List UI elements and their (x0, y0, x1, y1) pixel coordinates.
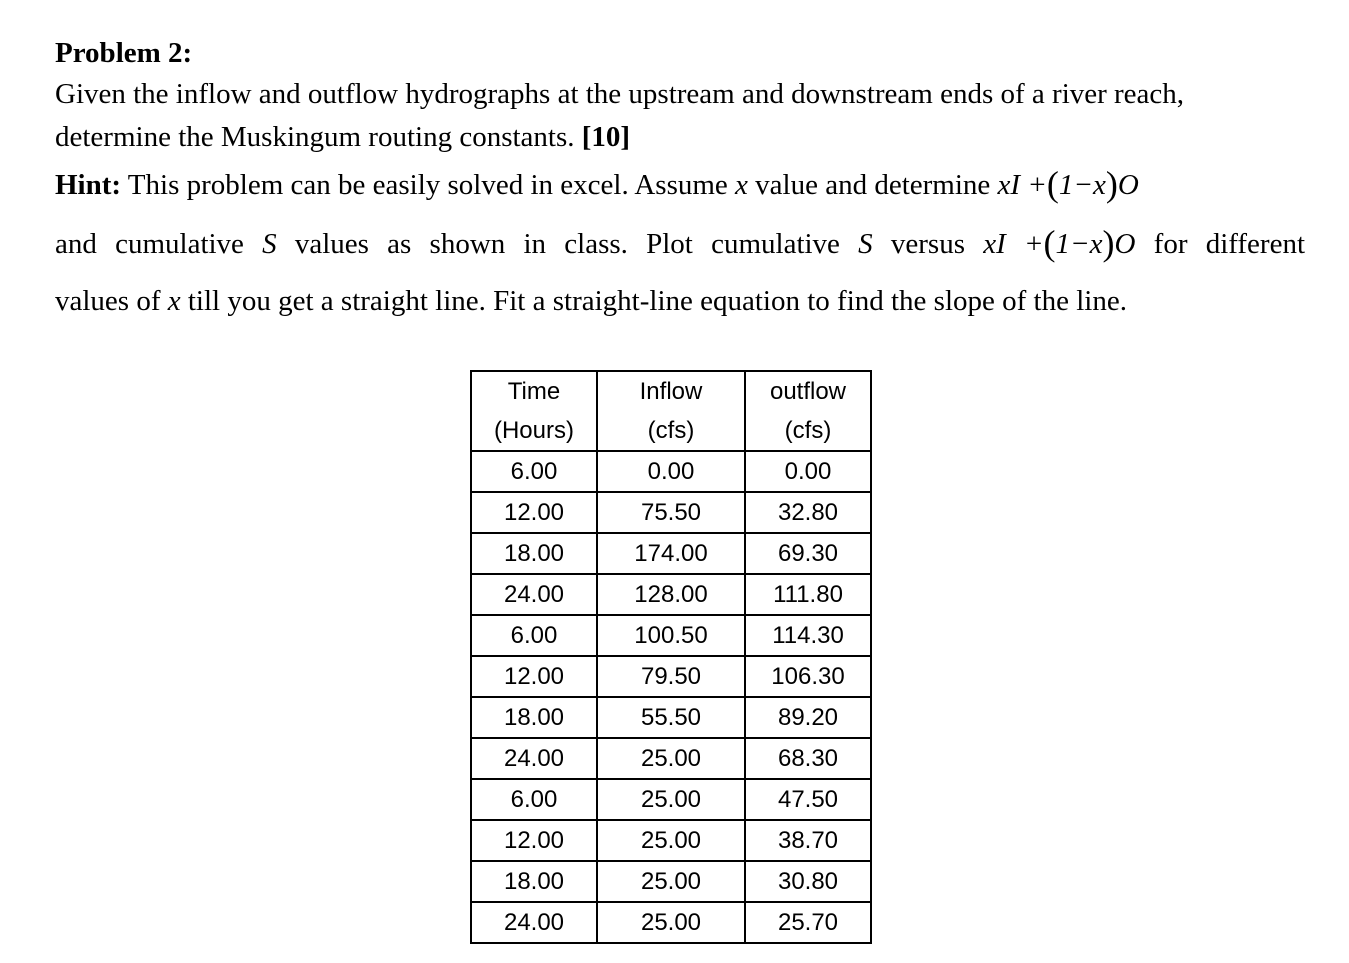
hint-line-2-b: values as shown in class. Plot cumulative (294, 228, 840, 260)
table-row (471, 779, 871, 820)
cell-outflow: 68.30 (745, 738, 871, 779)
table-header-row (471, 371, 871, 451)
formula-1-part1: xI + (997, 169, 1047, 201)
table-row (471, 574, 871, 615)
hint-S-var: S (262, 228, 277, 260)
problem-statement (55, 30, 1305, 325)
cell-time: 24.00 (471, 902, 597, 943)
table-body (471, 451, 871, 943)
cell-outflow: 32.80 (745, 492, 871, 533)
table-row (471, 533, 871, 574)
header-time (471, 371, 597, 451)
formula-1-part2: O (1117, 169, 1139, 201)
problem-line-2 (55, 116, 1305, 159)
cell-time: 12.00 (471, 820, 597, 861)
table-row (471, 738, 871, 779)
table-row (471, 861, 871, 902)
hint-line-3 (55, 277, 1305, 325)
table-row (471, 656, 871, 697)
hint-line-1-text-b: value and determine (755, 169, 991, 201)
formula-2-inner: 1−x (1055, 228, 1103, 260)
formula-2-part2: O (1114, 228, 1136, 260)
hint-S-var-2: S (858, 228, 873, 260)
cell-outflow: 114.30 (745, 615, 871, 656)
cell-time: 18.00 (471, 861, 597, 902)
hint-x-var: x (735, 169, 748, 201)
cell-outflow: 89.20 (745, 697, 871, 738)
table-row (471, 697, 871, 738)
cell-time: 6.00 (471, 615, 597, 656)
hint-x-var-2: x (167, 285, 181, 317)
cell-inflow: 55.50 (597, 697, 745, 738)
cell-time: 18.00 (471, 697, 597, 738)
header-outflow-line1: outflow (769, 378, 847, 405)
cell-outflow: 47.50 (745, 779, 871, 820)
cell-inflow: 25.00 (597, 820, 745, 861)
problem-line-1: Given the inflow and outflow hydrographs at the upstream and downstream ends of a river reach, (55, 78, 1185, 110)
problem-marks: [10] (581, 121, 631, 153)
cell-outflow: 30.80 (745, 861, 871, 902)
cell-time: 12.00 (471, 492, 597, 533)
hint-versus: versus (890, 228, 965, 260)
problem-text (55, 73, 1305, 159)
formula-2 (983, 223, 1136, 263)
hydrograph-table (470, 370, 872, 944)
hint-line-1-text: This problem can be easily solved in excel. Assume (127, 169, 728, 201)
hint-block (55, 159, 1305, 325)
formula-1-open: ( (1046, 164, 1059, 204)
problem-line-2-text: determine the Muskingum routing constants. (55, 121, 575, 153)
hint-line-2 (55, 210, 1305, 277)
hint-line-3-b: till you get a straight line. Fit a straight-line equation to find the slope of the line. (187, 285, 1127, 317)
cell-inflow: 25.00 (597, 902, 745, 943)
hint-line-1 (55, 159, 1305, 210)
cell-inflow: 174.00 (597, 533, 745, 574)
header-inflow-line1: Inflow (639, 378, 703, 405)
header-outflow-line2: (cfs) (784, 417, 832, 444)
formula-2-open: ( (1043, 223, 1056, 263)
cell-time: 12.00 (471, 656, 597, 697)
hint-label: Hint: (55, 169, 122, 201)
cell-outflow: 106.30 (745, 656, 871, 697)
cell-outflow: 25.70 (745, 902, 871, 943)
header-inflow (597, 371, 745, 451)
cell-inflow: 75.50 (597, 492, 745, 533)
hint-line-3-a: values of (55, 285, 161, 317)
cell-outflow: 38.70 (745, 820, 871, 861)
formula-2-part1: xI + (983, 228, 1044, 260)
cell-outflow: 111.80 (745, 574, 871, 615)
cell-inflow: 25.00 (597, 861, 745, 902)
cell-outflow: 69.30 (745, 533, 871, 574)
hint-line-2-a: and cumulative (55, 228, 244, 260)
header-time-line2: (Hours) (493, 417, 574, 444)
cell-time: 6.00 (471, 451, 597, 492)
header-outflow (745, 371, 871, 451)
table-row (471, 451, 871, 492)
formula-2-close: ) (1102, 223, 1115, 263)
table-row (471, 902, 871, 943)
header-time-line1: Time (507, 378, 561, 405)
cell-time: 6.00 (471, 779, 597, 820)
cell-inflow: 128.00 (597, 574, 745, 615)
table-row (471, 820, 871, 861)
cell-time: 18.00 (471, 533, 597, 574)
cell-time: 24.00 (471, 574, 597, 615)
header-inflow-line2: (cfs) (647, 417, 695, 444)
formula-1 (997, 164, 1139, 204)
cell-inflow: 25.00 (597, 779, 745, 820)
cell-outflow: 0.00 (745, 451, 871, 492)
problem-title: Problem 2: (55, 37, 193, 69)
cell-inflow: 100.50 (597, 615, 745, 656)
table-row (471, 492, 871, 533)
hint-line-2-c: for different (1153, 228, 1305, 260)
formula-1-close: ) (1105, 164, 1118, 204)
cell-inflow: 79.50 (597, 656, 745, 697)
cell-inflow: 0.00 (597, 451, 745, 492)
cell-time: 24.00 (471, 738, 597, 779)
formula-1-inner: 1−x (1058, 169, 1106, 201)
table-row (471, 615, 871, 656)
cell-inflow: 25.00 (597, 738, 745, 779)
